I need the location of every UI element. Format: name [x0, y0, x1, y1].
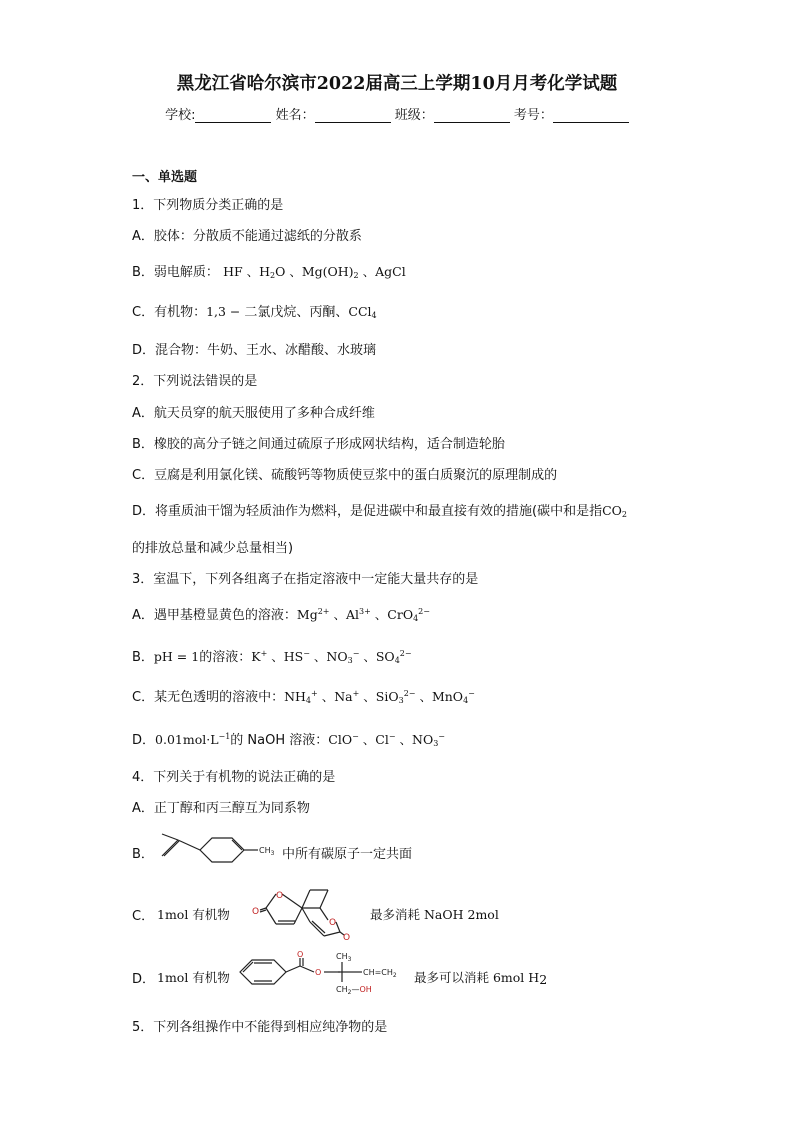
- q4-option-c-suffix-text: 最多消耗 NaOH 2mol: [370, 907, 499, 922]
- q1-option-b-prefix: B．弱电解质：: [132, 265, 219, 280]
- svg-text:O: O: [329, 918, 337, 928]
- q3-option-a-ions: $Mg^{2+}$ 、$Al^{3+}$ 、CrO$_4^{2-}$: [296, 607, 430, 623]
- q4-option-c-prefix: C．: [132, 909, 155, 924]
- svg-text:O: O: [252, 907, 260, 917]
- q2-option-d-line2: 的排放总量和减少总量相当): [132, 541, 294, 556]
- o-label: O: [276, 891, 284, 901]
- q4-option-d-suffix: [414, 968, 547, 986]
- q3-option-c-prefix: C．某无色透明的溶液中：: [132, 690, 285, 705]
- q3-option-c: [132, 686, 475, 705]
- student-info-line: [0, 104, 794, 123]
- svg-text:O: O: [343, 933, 351, 942]
- q2-option-a: A．航天员穿的航天服使用了多种合成纤维: [132, 406, 375, 421]
- number-label: 考号：: [513, 108, 553, 123]
- q3-option-b: [132, 646, 412, 665]
- q3-option-c-ions: $NH_4^+$ 、Na+ 、SiO$_3^{2-}$ 、MnO$_4$−: [284, 689, 475, 705]
- q4-option-c-suffix: [370, 905, 499, 923]
- q3-option-b-ions: K+ 、HS− 、$NO_3^-$ 、$SO_4^{2-}$: [251, 649, 412, 665]
- section-title: 一、单选题: [132, 170, 198, 185]
- q2-option-c: C．豆腐是利用氯化镁、硫酸钙等物质使豆浆中的蛋白质聚沉的原理制成的: [132, 468, 558, 483]
- q3-option-d-conc: $0.01mol\cdot L^{-1}$: [155, 732, 231, 747]
- q4-option-d-prefix: D．: [132, 972, 156, 987]
- q4-stem: 4．下列关于有机物的说法正确的是: [132, 770, 336, 785]
- q2-stem: 2．下列说法错误的是: [132, 374, 258, 389]
- school-blank[interactable]: [195, 108, 271, 123]
- q1-option-d: D．混合物：牛奶、王水、冰醋酸、水玻璃: [132, 343, 377, 358]
- class-label: 班级：: [394, 108, 434, 123]
- q2-option-d-co2: $CO_2$: [602, 503, 627, 519]
- q3-option-d-ions: ClO− 、Cl− 、$NO_3^-$: [328, 732, 445, 748]
- q1-option-c-mid: 二氯戊烷、丙酮、: [244, 305, 349, 320]
- svg-text:CH3: $CH_3$: [336, 952, 352, 963]
- svg-text:CH3: $CH_3$: [259, 846, 275, 857]
- q1-option-a: A．胶体：分散质不能通过滤纸的分散系: [132, 229, 362, 244]
- q3-option-d-prefix: D．: [132, 733, 156, 748]
- q1-option-c-locant: 1,3 −: [206, 304, 245, 319]
- q4-option-b-suffix: 中所有碳原子一定共面: [282, 847, 413, 862]
- q3-option-b-prefix: B．: [132, 650, 154, 665]
- q3-option-a-prefix: A．遇甲基橙显黄色的溶液：: [132, 608, 297, 623]
- page-title: 黑龙江省哈尔滨市2022届高三上学期10月月考化学试题: [176, 74, 618, 94]
- q4-option-d-mol: 1mol 有机物: [157, 970, 230, 985]
- q1-option-c: [132, 301, 377, 320]
- number-blank[interactable]: [553, 108, 629, 123]
- q1-option-c-ccl4: CCl$_4$: [348, 304, 377, 320]
- spiro-lactone-structure-image: [232, 880, 367, 942]
- name-blank[interactable]: [315, 108, 391, 123]
- q3-option-d: [132, 729, 445, 748]
- q4-option-c-mol: 1mol 有机物: [157, 907, 230, 922]
- school-label: 学校:: [165, 108, 196, 123]
- q3-option-b-ph: pH = 1: [153, 649, 200, 664]
- q1-stem: 1．下列物质分类正确的是: [132, 198, 284, 213]
- name-label: 姓名：: [275, 108, 315, 123]
- q4-option-a: A．正丁醇和丙三醇互为同系物: [132, 801, 310, 816]
- q4-option-d-sub: 2: [539, 972, 548, 987]
- svg-text:CH2—OH: $CH_2—OH$: [336, 985, 372, 996]
- q2-option-d-line1: [132, 500, 627, 519]
- q5-stem: 5．下列各组操作中不能得到相应纯净物的是: [132, 1020, 388, 1035]
- q4-option-d-suffix-text: 最多可以消耗 6mol H: [414, 970, 540, 985]
- q3-option-a: [132, 604, 430, 623]
- q3-option-d-mid: 的 NaOH 溶液：: [230, 733, 329, 748]
- q2-option-b: B．橡胶的高分子链之间通过硫原子形成网状结构，适合制造轮胎: [132, 437, 505, 452]
- ester-structure-image: [232, 948, 414, 1000]
- class-blank[interactable]: [434, 108, 510, 123]
- svg-text:O: O: [297, 950, 304, 959]
- q1-option-c-prefix: C．有机物：: [132, 305, 207, 320]
- q3-stem: 3．室温下，下列各组离子在指定溶液中一定能大量共存的是: [132, 572, 479, 587]
- svg-text:O: O: [315, 968, 322, 977]
- q4-option-b-prefix: B．: [132, 847, 154, 862]
- q2-option-d-text: D．将重质油干馏为轻质油作为燃料，是促进碳中和最直接有效的措施(碳中和是指: [132, 504, 603, 519]
- q1-option-b-formulas: HF 、$H_2O$ 、$Mg(OH)_2$ 、AgCl: [223, 264, 406, 280]
- q1-option-b: [132, 261, 406, 280]
- svg-text:CH=CH2: $CH=CH_2$: [363, 968, 397, 979]
- limonene-structure-image: [158, 830, 280, 870]
- q3-option-b-mid: 的溶液：: [199, 650, 252, 665]
